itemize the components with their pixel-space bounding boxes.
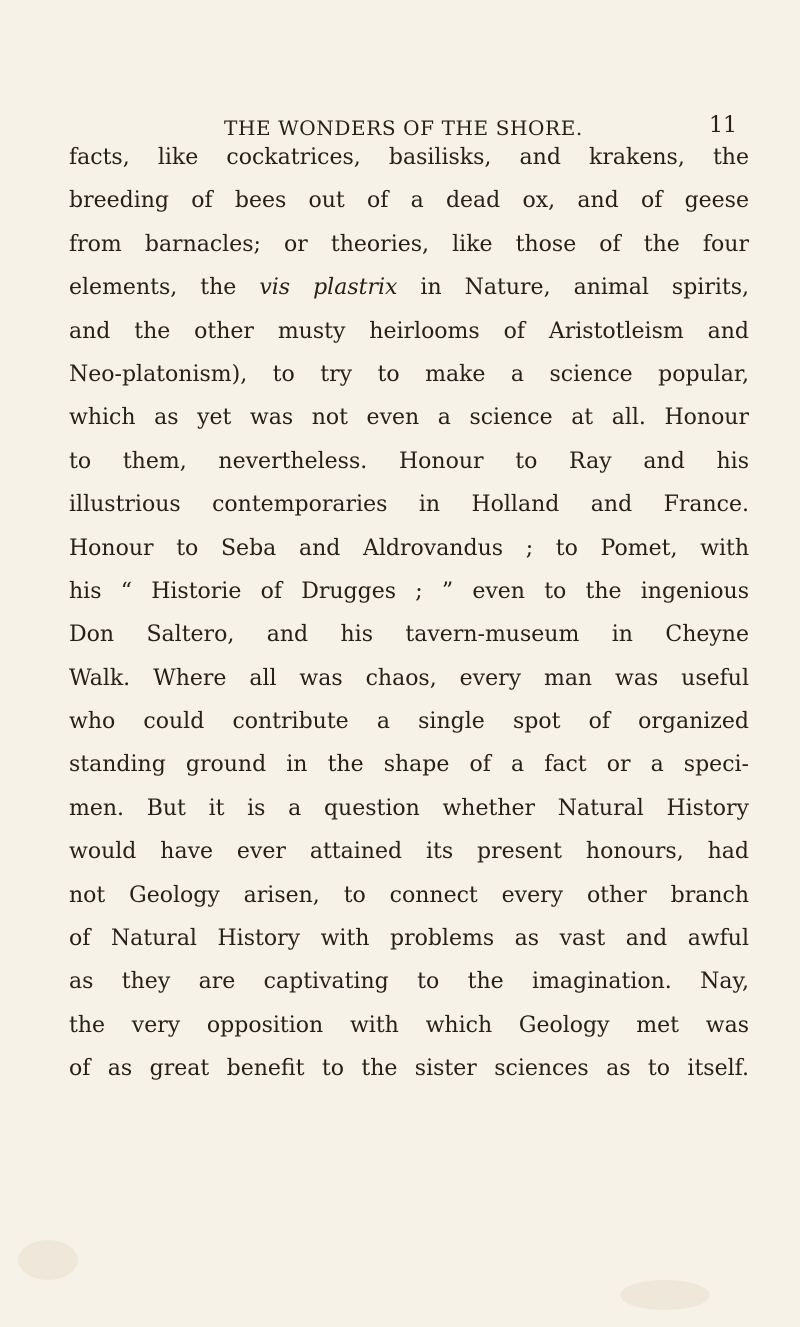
text-line: from barnacles; or theories, like those of the four bbox=[69, 231, 749, 257]
text-line: Honour to Seba and Aldrovandus ; to Pomet, with bbox=[69, 535, 749, 561]
paper-stain bbox=[620, 1280, 710, 1310]
text-line: who could contribute a single spot of organized bbox=[69, 709, 749, 735]
text-line: Walk. Where all was chaos, every man was useful bbox=[69, 665, 749, 691]
text-line: of Natural History with problems as vast and awful bbox=[69, 926, 749, 952]
text-line: of as great benefit to the sister sciences as to itself. bbox=[69, 1056, 749, 1082]
text-line: illustrious contemporaries in Holland and France. bbox=[69, 492, 749, 518]
running-head: THE WONDERS OF THE SHORE. bbox=[224, 116, 583, 140]
text-line: as they are captivating to the imagination. Nay, bbox=[69, 969, 749, 995]
italic-phrase: vis plastrix bbox=[259, 275, 398, 301]
text-line: his “ Historie of Drugges ; ” even to the ingenious bbox=[69, 578, 749, 604]
text-line: to them, nevertheless. Honour to Ray and his bbox=[69, 448, 749, 474]
text-line bbox=[69, 266, 749, 309]
text-line: Neo-platonism), to try to make a science popular, bbox=[69, 361, 749, 387]
text-line: would have ever attained its present honours, had bbox=[69, 839, 749, 865]
text-line: Don Saltero, and his tavern-museum in Cheyne bbox=[69, 622, 749, 648]
page-number: 11 bbox=[709, 113, 737, 138]
text-line: and the other musty heirlooms of Aristotleism and bbox=[69, 318, 749, 344]
text-line: facts, like cockatrices, basilisks, and krakens, the bbox=[69, 145, 749, 170]
text-line: the very opposition with which Geology met was bbox=[69, 1012, 749, 1038]
text-run: elements, the bbox=[69, 275, 260, 301]
text-line: breeding of bees out of a dead ox, and of geese bbox=[69, 188, 749, 214]
body-text bbox=[69, 136, 749, 1091]
text-run: in Nature, animal spirits, bbox=[397, 275, 749, 301]
text-line: men. But it is a question whether Natural History bbox=[69, 795, 749, 821]
paper-stain bbox=[18, 1240, 78, 1280]
text-line: standing ground in the shape of a fact or a speci- bbox=[69, 752, 749, 778]
text-line: which as yet was not even a science at all. Honour bbox=[69, 405, 749, 431]
text-line: not Geology arisen, to connect every other branch bbox=[69, 882, 749, 908]
